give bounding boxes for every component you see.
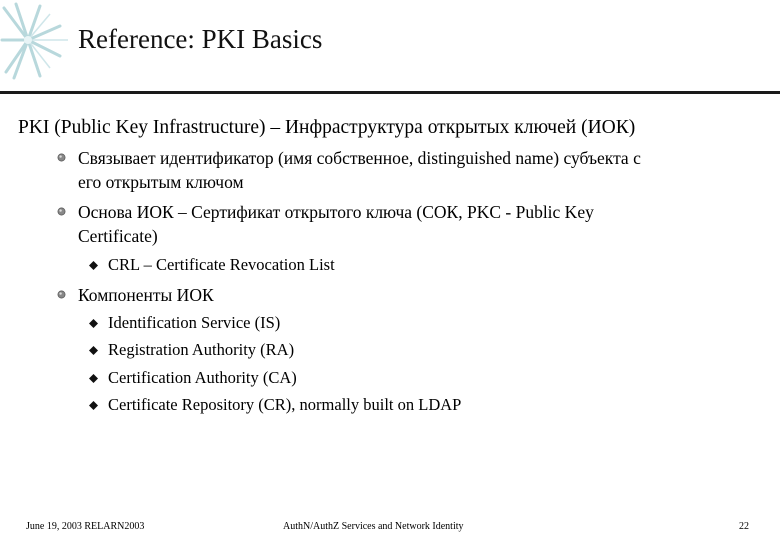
sub-bullet-text: CRL – Certificate Revocation List bbox=[108, 255, 335, 274]
bullet-text-line1: Основа ИОК – Сертификат открытого ключа (СОК, PKC - Public Key bbox=[78, 202, 594, 222]
bullet-item bbox=[78, 200, 594, 248]
circle-bullet-icon bbox=[57, 153, 66, 162]
bullet-item bbox=[78, 146, 641, 194]
sub-bullet-item bbox=[108, 338, 294, 362]
title-divider bbox=[0, 91, 780, 94]
diamond-bullet-icon bbox=[89, 346, 98, 355]
sub-bullet-item bbox=[108, 366, 297, 390]
footer-date: June 19, 2003 RELARN2003 bbox=[26, 521, 145, 532]
circle-bullet-icon bbox=[57, 207, 66, 216]
sub-bullet-item bbox=[108, 393, 461, 417]
sub-bullet-text: Registration Authority (RA) bbox=[108, 340, 295, 359]
bullet-item bbox=[78, 283, 214, 307]
footer-center-title: AuthN/AuthZ Services and Network Identity bbox=[283, 521, 464, 532]
sub-bullet-text: Certificate Repository (CR), normally built on LDAP bbox=[108, 395, 462, 414]
diamond-bullet-icon bbox=[89, 319, 98, 328]
main-heading: PKI (Public Key Infrastructure) – Инфраструктура открытых ключей (ИОК) bbox=[18, 117, 636, 138]
bullet-text-line2: Certificate) bbox=[78, 226, 158, 246]
sub-bullet-item bbox=[108, 311, 280, 335]
page-number: 22 bbox=[739, 521, 749, 532]
diamond-bullet-icon bbox=[89, 261, 98, 270]
bullet-text-line1: Связывает идентификатор (имя собственное, distinguished name) субъекта с bbox=[78, 148, 641, 168]
sub-bullet-item bbox=[108, 253, 335, 277]
circle-bullet-icon bbox=[57, 290, 66, 299]
diamond-bullet-icon bbox=[89, 374, 98, 383]
starburst-logo-icon bbox=[0, 0, 70, 80]
bullet-text-line1: Компоненты ИОК bbox=[78, 285, 214, 305]
slide-title: Reference: PKI Basics bbox=[78, 24, 323, 54]
diamond-bullet-icon bbox=[89, 401, 98, 410]
bullet-text-line2: его открытым ключом bbox=[78, 172, 244, 192]
sub-bullet-text: Certification Authority (CA) bbox=[108, 368, 297, 387]
sub-bullet-text: Identification Service (IS) bbox=[108, 313, 281, 332]
